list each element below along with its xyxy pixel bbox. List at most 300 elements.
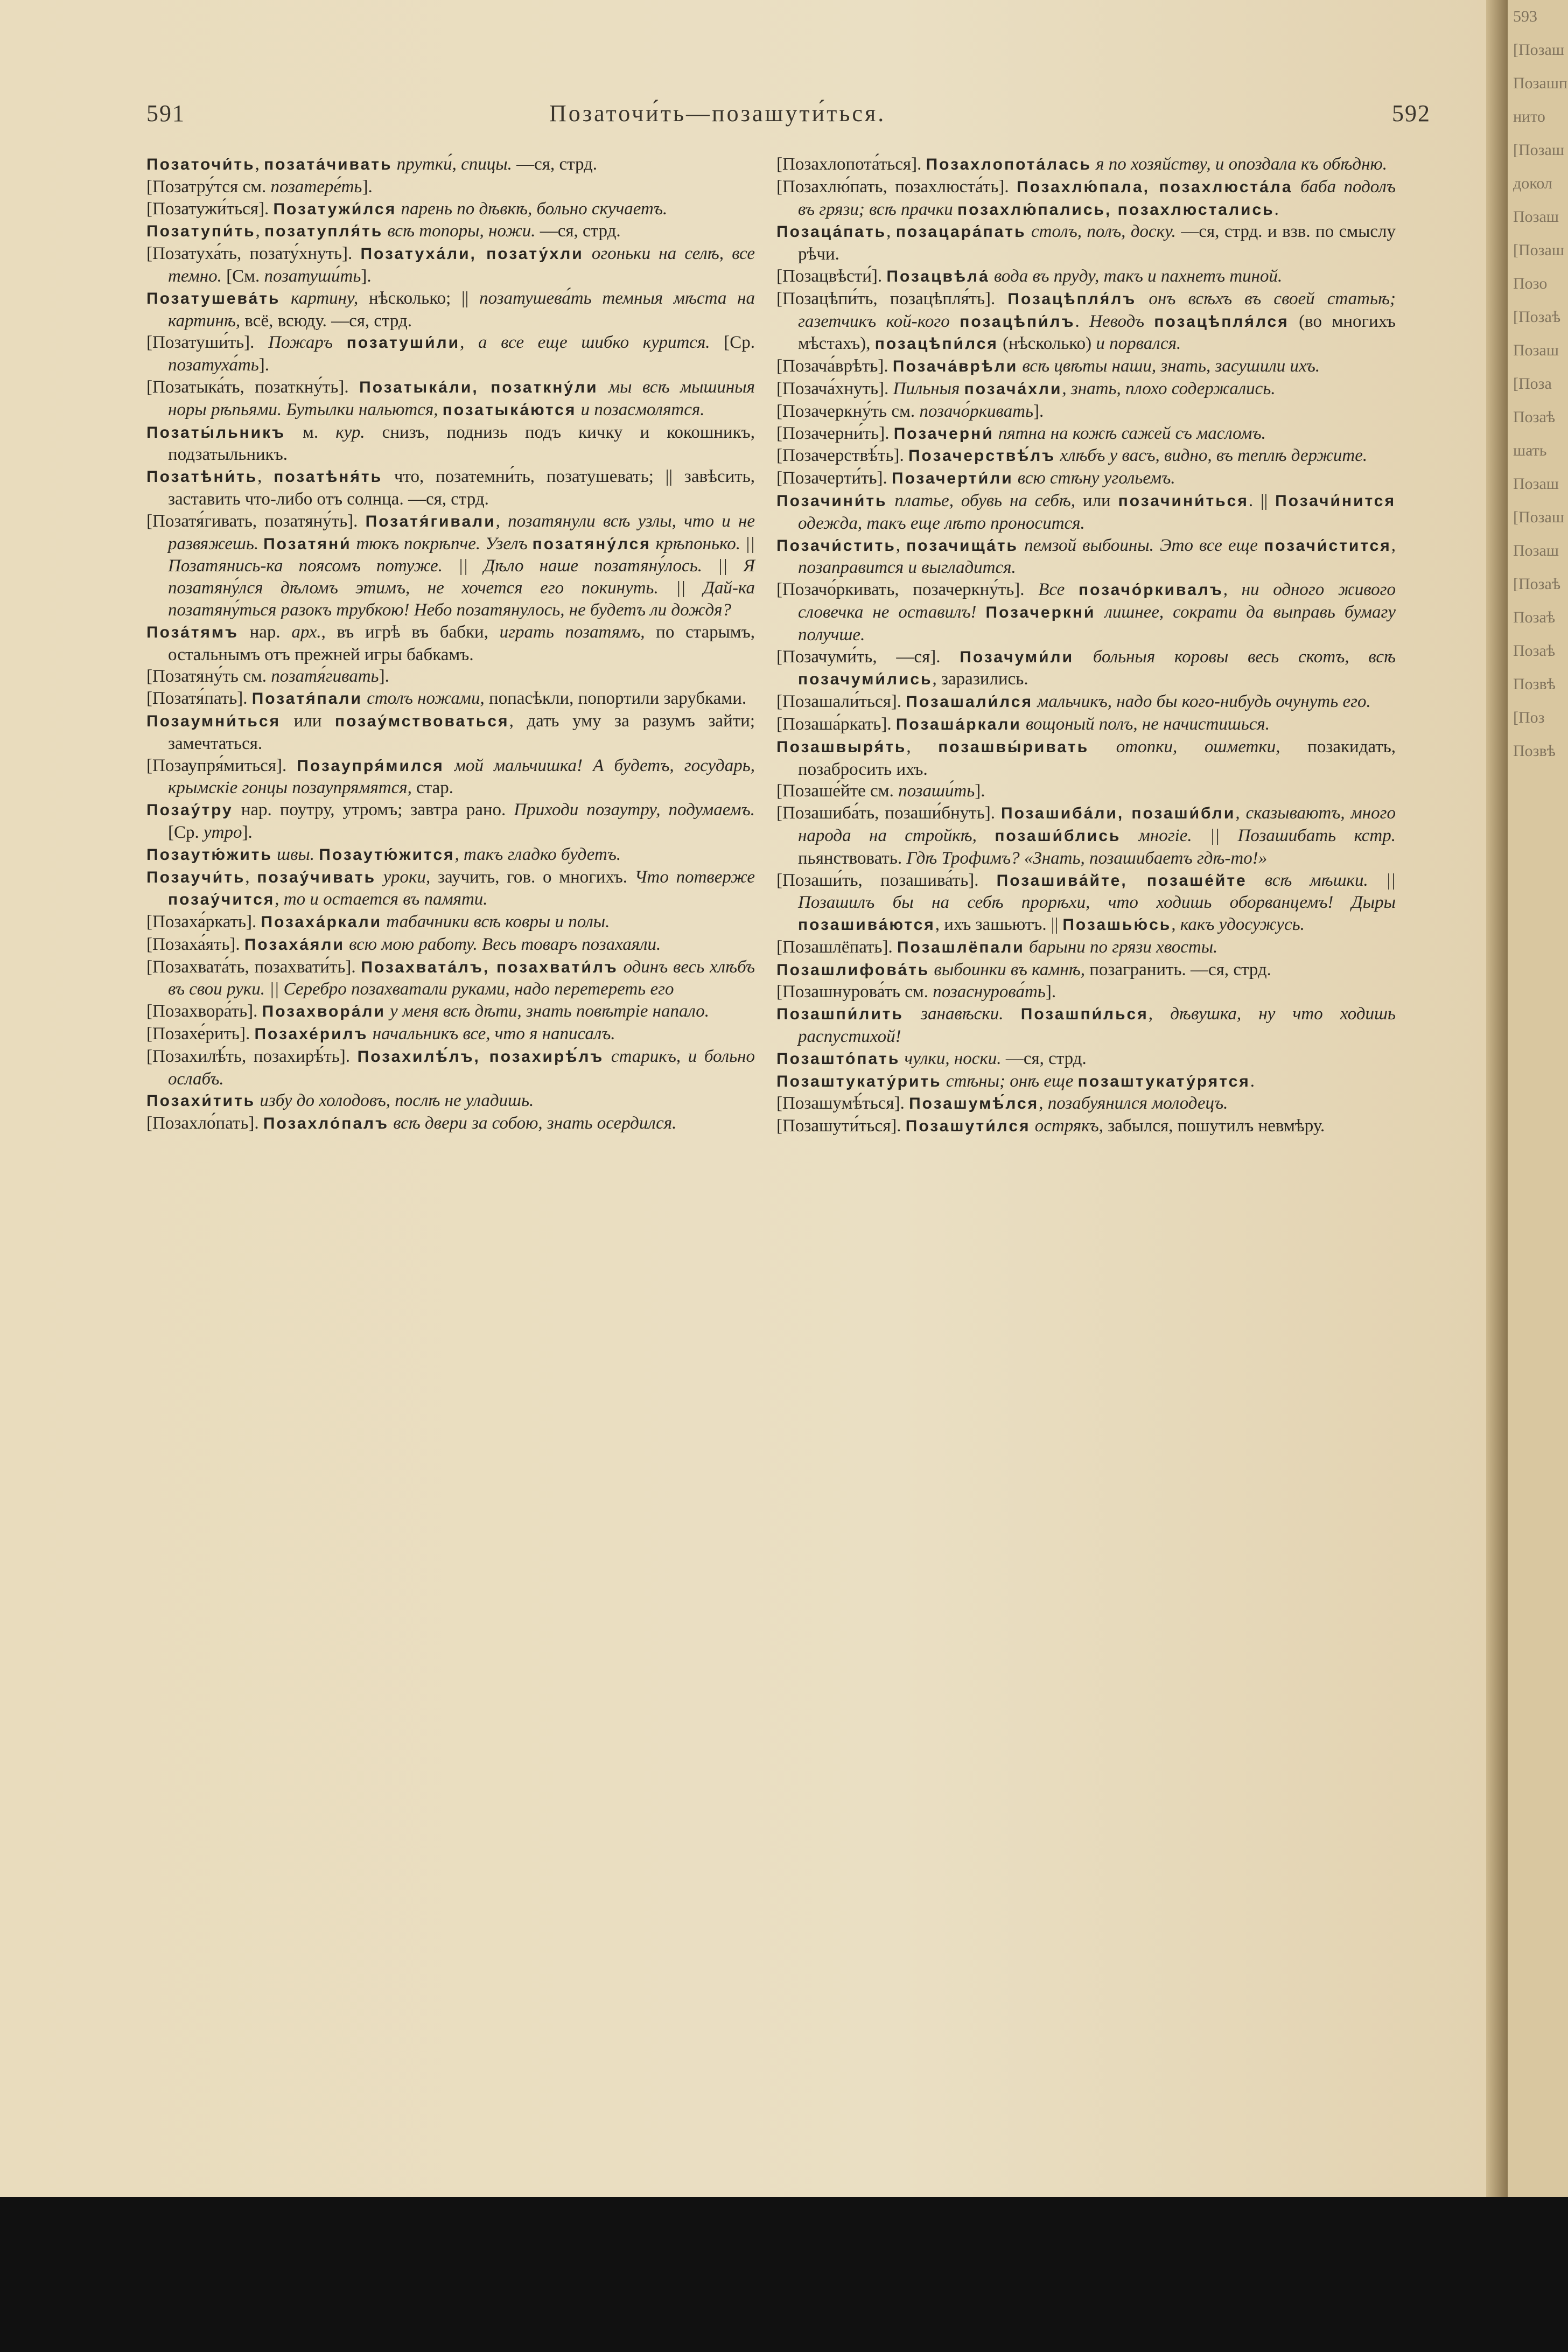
example-text: и позасмолятся.	[576, 400, 705, 419]
entry-text: стар.	[411, 778, 453, 798]
headword: Позау́тру	[146, 801, 233, 820]
headword: позата́чивать	[264, 156, 393, 173]
entry-text: пьянствовать.	[798, 848, 907, 868]
next-page-fragment: [Позаш	[1513, 41, 1564, 59]
example-text: Что потверже	[634, 867, 755, 887]
headword: позатуши́ли	[346, 334, 460, 352]
entry-text: [Ср.	[168, 822, 204, 842]
entry-text: или	[1075, 491, 1118, 510]
dictionary-entry	[146, 710, 755, 755]
entry-text: ].	[362, 177, 373, 197]
headword: позача́хли	[964, 380, 1062, 398]
dictionary-entry	[146, 799, 755, 844]
example-text: всѣ мѣшки. || Позашилъ бы на себѣ прорѣхи, что ходишь оборванцемъ! Дыры	[798, 870, 1396, 913]
dictionary-entry	[146, 198, 755, 221]
dictionary-entry	[776, 265, 1396, 288]
example-text: кур.	[335, 422, 365, 442]
example-text: позатушева́ть темныя мѣста на картинѣ,	[168, 288, 755, 331]
dictionary-entry	[776, 1070, 1396, 1093]
dictionary-entry	[776, 445, 1396, 467]
dictionary-entry	[146, 866, 755, 912]
entry-text: [Позаха́ять].	[146, 934, 244, 954]
dictionary-entry	[776, 1003, 1396, 1048]
example-text: Приходи позаутру, подумаемъ.	[514, 800, 755, 820]
headword: Позашто́пать	[776, 1049, 900, 1068]
entry-text: [Позачуми́ть, —ся].	[776, 647, 960, 667]
next-page-fragment: Позаѣ	[1513, 408, 1556, 426]
entry-text: ].	[379, 667, 389, 687]
entry-text: —ся, стрд.	[512, 155, 598, 174]
dictionary-entry	[146, 153, 755, 176]
dictionary-entry	[146, 1112, 755, 1135]
next-page-fragment: Позвѣ	[1513, 742, 1556, 760]
entry-text: [Позачерти́ть].	[776, 468, 892, 488]
headword: Позаутю́жить	[146, 845, 272, 864]
headword: позачо́ркивалъ	[1079, 581, 1223, 599]
headword: Позатыка́ли, позаткну́ли	[359, 378, 598, 396]
entry-text: [Позаше́йте см.	[776, 781, 899, 801]
dictionary-entry	[146, 1046, 755, 1090]
entry-text: [Позачерни́ть].	[776, 423, 894, 443]
example-text: всѣ топоры, ножи.	[383, 221, 536, 241]
entry-text: [Позахе́рить].	[146, 1024, 255, 1044]
next-page-fragment: Позаш	[1513, 341, 1559, 359]
example-text: , позабуянился молодецъ.	[1039, 1094, 1228, 1114]
example-text: Пожаръ	[268, 333, 347, 353]
entry-text: [Позатя́гивать, позатяну́ть].	[146, 511, 366, 531]
example-text: арх.	[291, 622, 321, 642]
dictionary-entry	[776, 153, 1396, 176]
entry-text: [Позацвѣсти́].	[776, 266, 887, 286]
example-text: парень по дѣвкѣ, больно скучаетъ.	[396, 199, 668, 219]
example-text: Все	[1038, 580, 1079, 600]
dictionary-entry	[776, 713, 1396, 736]
dictionary-entry	[776, 176, 1396, 221]
example-text: одинъ весь хлѣбъ въ свои руки. || Серебро позахватали руками, надо перетереть его	[168, 957, 755, 999]
dictionary-entry	[146, 243, 755, 288]
entry-text: ].	[1033, 401, 1044, 421]
entry-text: [Позатыка́ть, позаткну́ть].	[146, 377, 360, 397]
dictionary-entry	[146, 1000, 755, 1023]
example-text: , то и остается въ памяти.	[275, 890, 488, 909]
entry-text: .	[1274, 199, 1279, 219]
dictionary-entry	[776, 221, 1396, 265]
entry-text: —ся, стрд.	[535, 221, 621, 241]
example-text: , ни одного живого словечка не оставилъ!	[798, 580, 1396, 622]
dictionary-entry	[776, 1115, 1396, 1138]
example-text: занавѣски.	[903, 1004, 1021, 1024]
next-page-fragment: шать	[1513, 442, 1547, 459]
dictionary-entry	[146, 844, 755, 866]
headword: Позаца́пать	[776, 223, 887, 241]
entry-text: [Позачерствѣ́ть].	[776, 446, 908, 466]
example-text: пемзой выбоины. Это все еще	[1018, 535, 1264, 555]
dictionary-entry	[776, 423, 1396, 445]
example-text: чулки, носки.	[900, 1048, 1002, 1068]
right-column	[776, 153, 1396, 1138]
headword: позау́мствоваться	[335, 712, 509, 730]
example-text: хлѣбъ у васъ, видно, въ теплѣ держите.	[1055, 446, 1368, 466]
next-page-fragment: Позаш	[1513, 475, 1559, 493]
page-number-left: 591	[146, 100, 185, 127]
headword: Позашути́лся	[905, 1117, 1031, 1136]
entry-text: заучить, гов. о многихъ.	[430, 867, 635, 887]
example-text: прутки́, спицы.	[392, 155, 512, 174]
example-text: мы всѣ мышиныя норы рѣпьями. Бутылки нальются,	[168, 377, 755, 419]
entry-text: [Позахлю́пать, позахлюста́ть].	[776, 177, 1017, 197]
example-text: онъ всѣхъ въ своей статьѣ; газетчикъ кой-кого	[798, 289, 1396, 331]
entry-text: ,	[906, 737, 939, 757]
entry-text: попасѣкли, попортили зарубками.	[484, 689, 747, 709]
example-text: , какъ удосужусь.	[1171, 915, 1305, 935]
entry-text: всё, всюду. —ся, стрд.	[240, 311, 412, 331]
next-page-fragment: [Позаѣ	[1513, 308, 1561, 326]
headword: Позаха́ркали	[261, 913, 382, 932]
example-text: пятна на кожѣ сажей съ масломъ.	[993, 423, 1266, 443]
example-text: тюкъ покрѣпче. Узелъ	[351, 534, 533, 554]
entry-text: ,	[255, 221, 265, 241]
entry-text: [Позаха́ркать].	[146, 912, 261, 932]
headword: Позачуми́ли	[960, 648, 1074, 666]
headword: Позацѣпля́лъ	[1007, 290, 1137, 308]
entry-text: [Позашали́ться].	[776, 692, 906, 712]
example-text: платье, обувь на себѣ,	[887, 491, 1076, 510]
headword: позашвы́ривать	[938, 738, 1089, 756]
entry-text: позакидать, позабросить ихъ.	[798, 737, 1396, 779]
entry-text: [Позатужи́ться].	[146, 199, 274, 219]
dictionary-entry	[776, 959, 1396, 982]
entry-text: ].	[1045, 982, 1056, 1002]
dictionary-entry	[146, 934, 755, 956]
dictionary-entry	[776, 780, 1396, 802]
headword: Позатѣни́ть	[146, 468, 258, 486]
entry-text: [Позашумѣ́ться].	[776, 1094, 909, 1114]
entry-text: . ||	[1248, 491, 1276, 510]
next-page-fragment: докол	[1513, 174, 1552, 192]
headword: Позахвата́лъ, позахвати́лъ	[361, 958, 618, 976]
headword: Позатуха́ли, позату́хли	[360, 245, 584, 263]
example-text: отопки, ошметки,	[1089, 737, 1280, 757]
headword: Позачерти́ли	[892, 470, 1013, 488]
left-column	[146, 153, 755, 1135]
next-page-fragment: [Позаш	[1513, 508, 1564, 526]
entry-text: , ихъ зашьютъ. ||	[935, 915, 1063, 935]
entry-text: нѣсколько; ||	[358, 288, 479, 308]
example-text: огоньки на селѣ, все темно.	[168, 244, 755, 286]
headword: Позачи́нится	[1275, 492, 1396, 510]
example-text: я по хозяйству, и опоздала къ обѣдню.	[1091, 155, 1387, 174]
entry-text: , заразились.	[932, 669, 1028, 689]
next-page-edge	[1508, 0, 1568, 2197]
example-text: , позатянули всѣ узлы, что и не развяжешь.	[168, 511, 755, 554]
example-text: мой мальчишка! А будетъ, государь, крымскiе гонцы позаупрямятся,	[168, 755, 755, 798]
example-text: утро	[204, 822, 242, 842]
headword: Позачеркни́	[985, 603, 1096, 621]
headword: Позатупи́ть	[146, 222, 256, 241]
headword: Позаточи́ть	[146, 156, 255, 173]
entry-text: [Позача́врѣть].	[776, 356, 893, 376]
entry-text: [Позашиба́ть, позаши́бнуть].	[776, 803, 1002, 823]
headword: Позатя́пали	[251, 690, 362, 708]
entry-text: ].	[242, 822, 253, 842]
entry-text: [Позахвора́ть].	[146, 1002, 262, 1021]
example-text: вода въ пруду, такъ и пахнетъ тиной.	[989, 266, 1283, 286]
entry-text: ,	[895, 535, 907, 555]
example-text: всю стѣну угольемъ.	[1013, 468, 1175, 488]
example-text: мальчикъ, надо бы кого-нибудь очунуть его.	[1033, 692, 1371, 712]
example-text: многiе. || Позашибать кстр.	[1121, 825, 1396, 845]
example-text: , дѣвушка, ну что ходишь распустихой!	[798, 1004, 1396, 1047]
entry-text: [Позаша́ркать].	[776, 714, 896, 734]
example-text: начальникъ все, что я написалъ.	[368, 1024, 615, 1044]
dictionary-entry	[776, 646, 1396, 691]
example-text: картину,	[280, 288, 359, 308]
headword: позаши́блись	[995, 827, 1121, 845]
example-text: столъ ножами,	[362, 689, 485, 709]
example-text: позачо́ркивать	[919, 401, 1034, 421]
headword: позатупля́ть	[264, 222, 383, 241]
example-text: Пильныя	[893, 379, 964, 398]
example-text: позаши́ть	[898, 781, 975, 801]
dictionary-entry	[776, 736, 1396, 781]
entry-text: ].	[361, 266, 372, 286]
entry-text: ,	[886, 222, 896, 242]
headword: позатяну́лся	[532, 535, 651, 553]
headword: Позачини́ть	[776, 492, 887, 510]
headword: Позатушева́ть	[146, 289, 281, 307]
example-text: и порвался.	[1096, 334, 1181, 354]
dictionary-entry	[146, 688, 755, 710]
example-text: уроки,	[376, 867, 431, 887]
entry-text: ,	[255, 155, 264, 174]
example-text: старикъ, и больно ослабъ.	[168, 1046, 755, 1089]
example-text: вощоный полъ, не начистишься.	[1021, 714, 1270, 734]
next-page-fragment: 593	[1513, 8, 1537, 25]
headword: Позаша́ркали	[895, 715, 1021, 733]
headword: позачуми́лись	[798, 670, 933, 689]
dictionary-entry	[776, 1048, 1396, 1070]
dictionary-entry	[146, 176, 755, 198]
headword: позатыка́ются	[442, 401, 577, 419]
headword: Позашали́лся	[906, 693, 1033, 711]
entry-text: [Позатя́пать].	[146, 689, 252, 709]
headword: Позатяни́	[263, 535, 352, 553]
headword: позачини́ться	[1118, 492, 1249, 510]
entry-text: —ся, стрд.	[1001, 1048, 1087, 1068]
dictionary-entry	[776, 691, 1396, 713]
example-text: , а все еще шибко курится.	[460, 333, 710, 353]
next-page-fragment: [Позаш	[1513, 241, 1564, 259]
example-text: табачники всѣ ковры и полы.	[382, 912, 610, 932]
entry-text: снизъ, поднизь подъ кичку и кокошникъ, подзатыльникъ.	[168, 422, 755, 465]
headword: Позаха́яли	[244, 935, 345, 954]
entry-text: по старымъ, остальнымъ отъ прежней игры бабкамъ.	[168, 622, 755, 664]
example-text: всѣ двери за собою, знать осердился.	[389, 1114, 677, 1133]
headword: Позашлифова́ть	[776, 961, 930, 979]
dictionary-entry	[146, 911, 755, 934]
entry-text: или	[281, 711, 335, 731]
entry-text: [Позача́хнуть].	[776, 379, 893, 398]
dictionary-entry	[146, 376, 755, 422]
entry-text: [Позахилѣ́ть, позахирѣ́ть].	[146, 1046, 358, 1066]
dictionary-entry	[776, 355, 1396, 378]
entry-text: [Позашнурова́ть см.	[776, 982, 933, 1002]
entry-text: забылся, пошутилъ невмѣру.	[1103, 1116, 1325, 1136]
next-page-fragment: Позаш	[1513, 542, 1559, 559]
book-gutter	[1486, 0, 1508, 2197]
dictionary-entry	[776, 870, 1396, 936]
dictionary-entry	[146, 1023, 755, 1046]
entry-text: [Позачеркну́ть см.	[776, 401, 920, 421]
next-page-fragment: Позвѣ	[1513, 675, 1556, 693]
example-text: позатере́ть	[270, 177, 362, 197]
scan-background	[0, 2197, 1568, 2352]
headword: Позачерствѣ́лъ	[908, 447, 1056, 465]
entry-text: (нѣсколько)	[998, 334, 1096, 354]
entry-text: [Позачо́ркивать, позачеркну́ть].	[776, 580, 1039, 600]
dictionary-entry	[776, 1093, 1396, 1115]
next-page-fragment: нито	[1513, 108, 1545, 125]
example-text: барыни по грязи хвосты.	[1024, 937, 1218, 957]
headword: Позахи́тить	[146, 1092, 256, 1110]
example-text: играть позатямъ,	[499, 622, 645, 642]
headword: Позахлю́пала, позахлюста́ла	[1017, 178, 1293, 196]
entry-text: (во многихъ мѣстахъ),	[798, 311, 1396, 354]
example-text: одежда, такъ еще лѣто проносится.	[798, 513, 1085, 533]
entry-text: нар. поутру, утромъ; завтра рано.	[233, 800, 514, 820]
dictionary-entry	[146, 956, 755, 1001]
entry-text: .	[1075, 311, 1090, 331]
page-number-right: 592	[1392, 100, 1431, 127]
dictionary-entry	[146, 288, 755, 332]
entry-text: [Позахвата́ть, позахвати́ть].	[146, 957, 361, 977]
example-text: , позаправится и выгладится.	[798, 535, 1396, 578]
headword: Позахе́рилъ	[254, 1025, 368, 1044]
entry-text: ,	[245, 867, 257, 887]
headword: Позашлёпали	[897, 938, 1025, 956]
example-text: выбоинки въ камнѣ,	[929, 960, 1085, 979]
dictionary-entry	[776, 579, 1396, 646]
entry-text: [Позатяну́ть см.	[146, 667, 271, 687]
dictionary-entry	[776, 490, 1396, 535]
headword: Позаумни́ться	[146, 712, 281, 730]
dictionary-entry	[776, 535, 1396, 579]
example-text: избу до холодовъ, послѣ не уладишь.	[255, 1091, 534, 1111]
headword: Позашпи́лить	[776, 1005, 904, 1024]
entry-text: позагранить. —ся, стрд.	[1084, 960, 1271, 979]
entry-text: ].	[258, 355, 269, 375]
headword: Позаутю́жится	[319, 845, 455, 864]
dictionary-entry	[146, 332, 755, 376]
example-text: швы.	[272, 844, 319, 864]
example-text: позатуши́ть	[264, 266, 361, 286]
headword: позатѣня́ть	[274, 468, 383, 486]
headword: Позашиба́ли, позаши́бли	[1001, 804, 1236, 823]
entry-text: [Позашлёпать].	[776, 937, 897, 957]
headword: Позашью́сь	[1062, 916, 1172, 934]
headword: Позаты́льникъ	[146, 423, 285, 442]
next-page-fragment: [Поза	[1513, 375, 1552, 393]
dictionary-entry	[146, 666, 755, 688]
next-page-fragment: [Позаш	[1513, 141, 1564, 159]
next-page-fragment: Позашп	[1513, 74, 1567, 92]
entry-text: [Позаши́ть, позашива́ть].	[776, 870, 997, 890]
dictionary-entry	[146, 755, 755, 800]
headword: Позахилѣ́лъ, позахирѣ́лъ	[357, 1047, 604, 1066]
example-text: всю мою работу. Весь товаръ позахаяли.	[344, 934, 661, 954]
headword: позаштукату́рятся	[1077, 1072, 1250, 1090]
example-text: позаснурова́ть	[933, 982, 1046, 1002]
dictionary-entry	[776, 401, 1396, 423]
entry-text: [Позахлопота́ться].	[776, 155, 926, 174]
dictionary-entry	[146, 466, 755, 510]
example-text: столъ, полъ, доску.	[1026, 222, 1176, 242]
headword: позацѣпи́лся	[874, 335, 998, 353]
headword: позачища́ть	[906, 536, 1019, 555]
headword: Позашвыря́ть	[776, 738, 907, 756]
next-page-fragment: [Позаѣ	[1513, 575, 1561, 593]
entry-text: [Позатуши́ть].	[146, 333, 269, 353]
headword: Позахло́палъ	[263, 1115, 389, 1133]
headword: Позатя́гивали	[365, 512, 496, 530]
next-page-fragment: [Поз	[1513, 709, 1545, 726]
example-text: острякъ,	[1030, 1116, 1103, 1136]
entry-text: нар.	[238, 622, 292, 642]
dictionary-entry	[776, 802, 1396, 869]
example-text: , сказываютъ, много народа на стройкѣ,	[798, 803, 1396, 845]
dictionary-entry	[146, 422, 755, 466]
example-text: лишнее, сократи да выправь бумагу получше.	[798, 602, 1396, 645]
example-text: баба подолъ въ грязи; всѣ прачки	[798, 177, 1396, 219]
headword: Позашпи́лься	[1020, 1005, 1149, 1024]
dictionary-entry	[776, 936, 1396, 959]
dictionary-entry	[776, 288, 1396, 355]
dictionary-entry	[146, 1090, 755, 1112]
example-text: у меня всѣ дѣти, знать повѣтрiе напало.	[385, 1002, 710, 1021]
headword: позацара́пать	[895, 223, 1026, 241]
headword: позашива́ются	[798, 916, 935, 934]
headword: Позашумѣ́лся	[909, 1095, 1039, 1113]
headword: Позахвора́ли	[262, 1003, 386, 1021]
entry-text: , въ игрѣ въ бабки,	[321, 622, 500, 642]
next-page-fragment: Позо	[1513, 275, 1548, 292]
dictionary-entry	[776, 467, 1396, 490]
headword: позацѣпля́лся	[1154, 312, 1289, 331]
example-text: Гдѣ Трофимъ? «Знать, позашибаетъ гдѣ-то!»	[906, 848, 1268, 868]
next-page-fragment: Позаш	[1513, 208, 1559, 226]
example-text: всѣ цвѣты наши, знать, засушили ихъ.	[1018, 356, 1320, 376]
example-text: , знать, плохо содержались.	[1062, 379, 1276, 398]
example-text: позатуха́ть	[168, 355, 259, 375]
headword: позачи́стится	[1264, 536, 1391, 555]
entry-text: [Позатуха́ть, позату́хнуть].	[146, 244, 361, 264]
headword: Поза́тямъ	[146, 623, 239, 641]
example-text: , такъ гладко будетъ.	[454, 844, 621, 864]
example-text: Неводъ	[1089, 311, 1154, 331]
entry-text: [См.	[221, 266, 264, 286]
headword: Позаучи́ть	[146, 868, 246, 886]
headword: позахлю́пались, позахлюстались	[957, 200, 1275, 219]
headword: Позашива́йте, позаше́йте	[996, 871, 1247, 890]
dictionary-entry	[146, 220, 755, 243]
entry-text: .	[1250, 1071, 1255, 1091]
running-title: Позаточи́ть—позашути́ться.	[549, 100, 886, 127]
entry-text: [Позахло́пать].	[146, 1114, 263, 1133]
headword: Позахлопота́лась	[926, 156, 1091, 173]
next-page-fragment: Позаѣ	[1513, 642, 1556, 660]
headword: Позача́врѣли	[892, 358, 1018, 376]
entry-text: [Позацѣпи́ть, позацѣпля́ть].	[776, 289, 1008, 309]
